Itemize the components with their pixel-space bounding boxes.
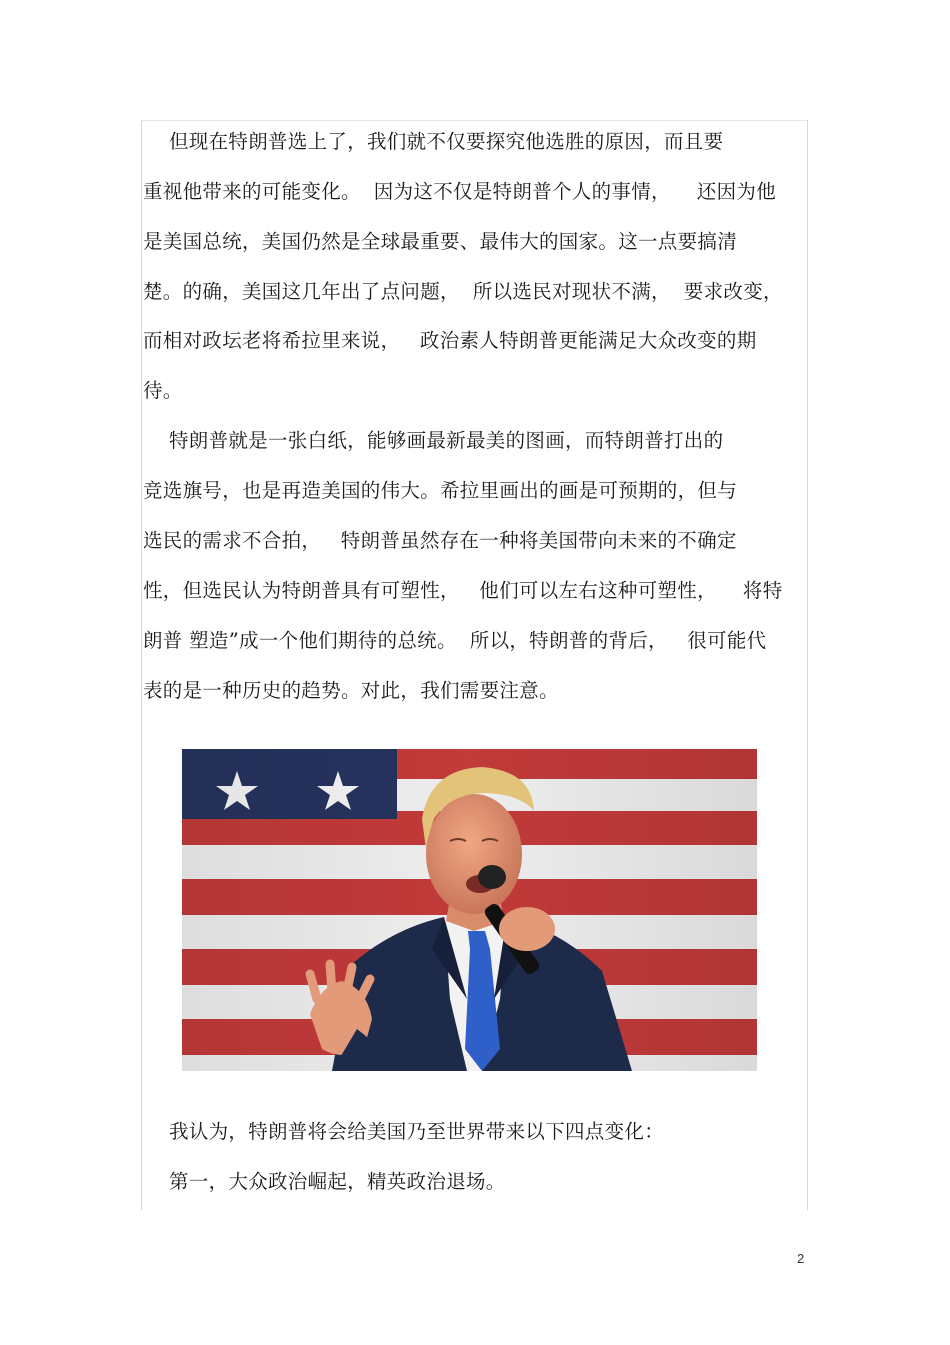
text-line: 而相对政坛老将希拉里来说， 政治素人特朗普更能满足大众改变的期 — [143, 329, 757, 352]
text-line: 楚。的确，美国这几年出了点问题， 所以选民对现状不满， 要求改变， — [143, 280, 783, 303]
face — [426, 794, 522, 914]
text-line: 但现在特朗普选上了，我们就不仅要探究他选胜的原因，而且要 — [143, 130, 724, 153]
text-line: 重视他带来的可能变化。 因为这不仅是特朗普个人的事情， 还因为他 — [143, 180, 776, 203]
text-line: 第一，大众政治崛起，精英政治退场。 — [143, 1170, 506, 1193]
text-line: 是美国总统，美国仍然是全球最重要、最伟大的国家。这一点要搞清 — [143, 230, 738, 253]
text-line: 性，但选民认为特朗普具有可塑性， 他们可以左右这种可塑性， 将特 — [143, 579, 783, 602]
page-frame-left — [141, 120, 142, 1210]
page-frame-right — [807, 120, 808, 1210]
speaker-photo — [182, 749, 757, 1071]
text-line: 朗普 塑造”成一个他们期待的总统。 所以，特朗普的背后， 很可能代 — [143, 629, 767, 652]
page-frame-top — [141, 120, 808, 121]
text-line: 竞选旗号，也是再造美国的伟大。希拉里画出的画是可预期的，但与 — [143, 479, 738, 502]
text-line: 表的是一种历史的趋势。对此，我们需要注意。 — [143, 679, 559, 702]
text-line: 待。 — [143, 379, 183, 402]
text-line: 选民的需求不合拍， 特朗普虽然存在一种将美国带向未来的不确定 — [143, 529, 737, 552]
text-line: 我认为，特朗普将会给美国乃至世界带来以下四点变化： — [143, 1120, 664, 1143]
page-number: 2 — [797, 1251, 805, 1266]
text-line: 特朗普就是一张白纸，能够画最新最美的图画，而特朗普打出的 — [143, 429, 724, 452]
